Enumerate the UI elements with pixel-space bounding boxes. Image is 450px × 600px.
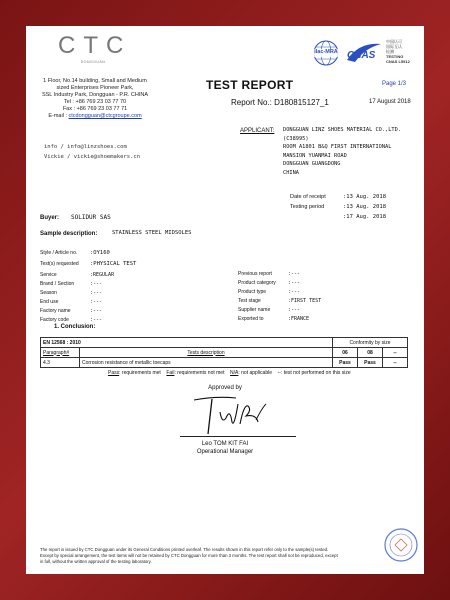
field-label: Product category [238, 280, 276, 286]
cnas-number: CNAS L5912 [386, 59, 410, 64]
field-label: Factory name [40, 308, 71, 314]
receipt-label: Date of receipt [290, 194, 326, 200]
field-value: :--- [288, 289, 301, 295]
lab-email-link[interactable]: ctcdongguan@ctcgroupe.com [68, 113, 142, 119]
cnas-testing: TESTING [386, 54, 404, 59]
period-label: Testing period [290, 204, 325, 210]
applicant-line: (C38995) [283, 135, 309, 142]
address-line: 1 Floor, No.14 building, Small and Medium [43, 78, 147, 84]
field-label: Brand / Section [40, 281, 75, 287]
cnas-cn-line: 中国认可 [386, 39, 402, 44]
result-cell: Pass [333, 358, 358, 368]
address-line: SSL Industry Park, Dongguan - P.R. CHINA [41, 92, 149, 98]
result-cell: Pass [358, 358, 383, 368]
legend-key: Fail [166, 370, 175, 376]
applicant-label: APPLICANT: [240, 128, 275, 134]
field-value: :OY160 [90, 250, 110, 256]
field-label: Supplier name [238, 307, 271, 313]
applicant-address [283, 126, 401, 178]
conformity-header: Conformity by size [333, 338, 408, 348]
contacts [44, 142, 140, 162]
approver-role: Operational Manager [196, 449, 254, 455]
legend-key: -- [277, 370, 281, 376]
ilac-mra-logo [309, 38, 343, 72]
paragraph-cell: 4.3 [41, 358, 80, 368]
field-label: Season [40, 290, 57, 296]
field-value: :--- [90, 299, 103, 305]
page-number: Page 1/3 [382, 81, 407, 87]
paragraph-header: Paragraph# [41, 348, 80, 358]
applicant-line: MANSION YUANMAI ROAD [283, 152, 347, 159]
cnas-label: CNAS [347, 50, 376, 61]
field-label: Test(s) requested [40, 261, 79, 267]
lab-tel: Tel : +86 769 23 03 77 70 [63, 99, 127, 105]
sample-value: STAINLESS STEEL MIDSOLES [112, 230, 192, 236]
receipt-date: :13 Aug. 2018 [343, 194, 387, 200]
field-label: Factory code [40, 317, 69, 323]
signature-line [180, 436, 296, 437]
cnas-info [386, 39, 410, 64]
lab-address [30, 78, 160, 120]
field-label: Exported to [238, 316, 264, 322]
ilac-globe-icon [309, 38, 343, 72]
ctc-logo [58, 32, 132, 68]
table-row [41, 348, 408, 358]
applicant-line: DONGGUAN GUANGDONG [283, 161, 341, 168]
logo-text: CTC [58, 32, 132, 59]
logo-sub: DONGGUAN [80, 60, 106, 64]
field-value: :REGULAR [90, 272, 115, 278]
applicant-line: DONGGUAN LINZ SHOES MATERIAL CO.,LTD. [283, 127, 401, 133]
approver-name: Leo TOM KIT FAI [201, 441, 249, 447]
applicant-line: ROOM A1801 B&Q FIRST INTERNATIONAL [283, 144, 392, 151]
result-cell: -- [383, 358, 408, 368]
conclusion-table [40, 337, 408, 368]
ilac-label: ilac-MRA [314, 49, 338, 55]
size-header: 06 [333, 348, 358, 358]
report-title: TEST REPORT [206, 78, 294, 92]
standard-cell: EN 12568 : 2010 [41, 338, 333, 348]
period-from: :13 Aug. 2018 [343, 204, 387, 210]
period-to: :17 Aug. 2018 [343, 214, 387, 220]
field-value: :FRANCE [288, 316, 310, 322]
table-row [41, 358, 408, 368]
report-number: Report No.: D180815127_1 [231, 98, 329, 107]
sample-left-fields [40, 241, 240, 323]
cnas-cn-line: 国际互认 [386, 44, 402, 49]
field-label: Test stage [238, 298, 261, 304]
cnas-cn-line: 检测 [386, 49, 394, 54]
field-value: :--- [288, 280, 301, 286]
sample-right-fields [238, 262, 418, 322]
field-label: Style / Article no. [40, 250, 78, 256]
legend-text: : requirements met [119, 370, 161, 376]
lab-fax: Fax : +86 769 23 03 77 71 [62, 106, 128, 112]
field-value: :PHYSICAL TEST [90, 261, 137, 267]
field-value: :--- [90, 281, 103, 287]
contact-line: info / info@linzshoes.com [44, 144, 127, 150]
legend-key: Pass [108, 370, 120, 376]
address-line: sized Enterprises Pioneer Park, [56, 85, 134, 91]
conclusion-heading: 1. Conclusion: [54, 324, 96, 330]
lab-stamp-icon [382, 526, 420, 564]
footer-line: The report is issued by CTC Dongguan under its General Conditions printed overleaf. The results shown in this report refer only to the sample(s) tested. [40, 547, 329, 552]
report-page [26, 26, 424, 574]
field-value: :--- [90, 290, 103, 296]
legend-text: : requirements not met [174, 370, 225, 376]
legend [108, 370, 351, 376]
size-header: -- [383, 348, 408, 358]
field-label: End use [40, 299, 59, 305]
field-value: :--- [90, 317, 103, 323]
buyer-label: Buyer: [40, 215, 60, 221]
field-value: :FIRST TEST [288, 298, 322, 304]
legend-text: : not applicable [238, 370, 273, 376]
contact-line: Vickie / vickie@shoemakers.cn [44, 154, 141, 160]
applicant-line: CHINA [283, 169, 299, 176]
legend-key: N/A [230, 370, 239, 376]
table-row [41, 338, 408, 348]
buyer-value: SOLIDUR SAS [71, 214, 111, 221]
report-date: 17 August 2018 [369, 99, 411, 105]
sample-label: Sample description: [40, 231, 98, 237]
footer-line: in full, without the written approval of the testing laboratory. [40, 559, 152, 564]
signature-image [186, 394, 286, 438]
approved-by-label: Approved by [208, 385, 242, 391]
description-cell: Corrosion resistance of metallic toecaps [80, 358, 333, 368]
email-label: E-mail : [48, 113, 67, 119]
cnas-logo [345, 38, 383, 68]
description-header: Tests description [80, 348, 333, 358]
footer-line: Except by special arrangement, the test items will not be retained by CTC Dongguan for more than 3 months. The test report shall not be reproduced, except [40, 553, 338, 558]
field-value: :--- [288, 307, 301, 313]
field-value: :--- [90, 308, 103, 314]
field-value: :--- [288, 271, 301, 277]
field-label: Service [40, 272, 57, 278]
field-label: Product type [238, 289, 267, 295]
field-label: Previous report [238, 271, 272, 277]
legend-text: : test not performed on this size [280, 370, 351, 376]
size-header: 08 [358, 348, 383, 358]
footer-disclaimer [40, 547, 420, 565]
